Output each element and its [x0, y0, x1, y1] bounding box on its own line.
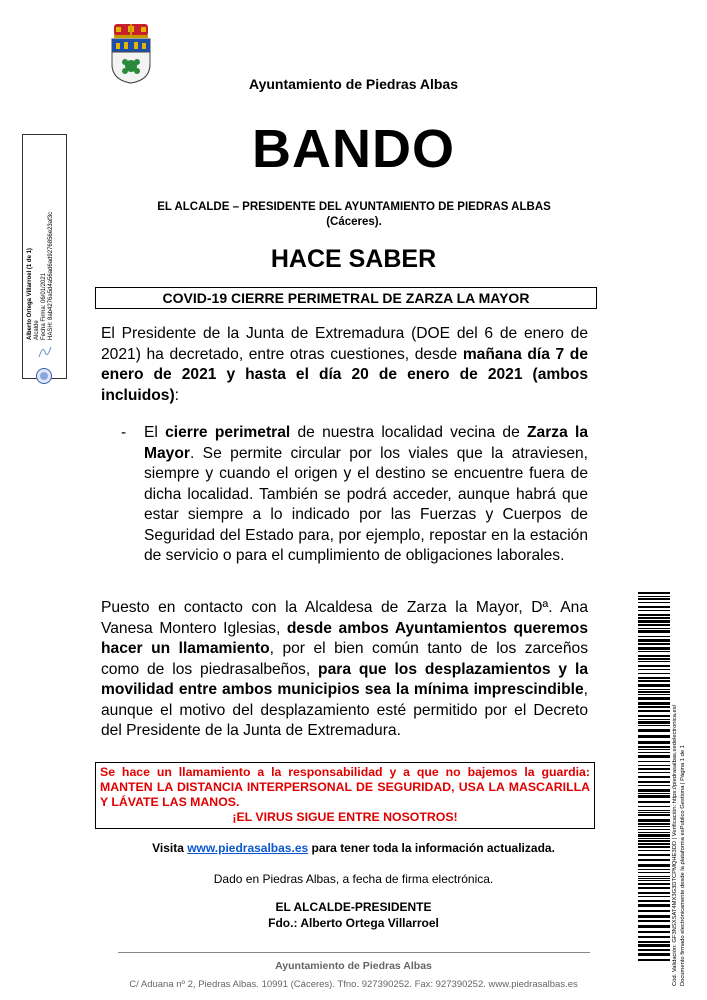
- validation-code: Cód. Validación: GF3NSXSAT4MX3G3DTCPMQHE3DD | Verificación: https://piedrasalbas.sedelectronica.es/: [672, 704, 678, 986]
- document-title: BANDO: [252, 119, 455, 179]
- issuer-line-2: (Cáceres).: [326, 216, 382, 228]
- footer-organization: Ayuntamiento de Piedras Albas: [275, 960, 432, 972]
- validation-platform: Documento firmado electrónicamente desde la plataforma esPublico Gestiona | Página 1 de 1: [680, 745, 686, 986]
- validation-barcode-icon: [638, 592, 670, 962]
- bullet-marker: -: [121, 424, 127, 441]
- stamp-hash: HASH: 8ab4276a5d4a56ad6ad9276856e23af3c: [48, 211, 54, 340]
- coat-of-arms-icon: [108, 22, 154, 84]
- signature-scribble-icon: [37, 343, 53, 361]
- seal-icon: [35, 367, 53, 385]
- organization-name: Ayuntamiento de Piedras Albas: [248, 76, 458, 92]
- paragraph-closure: El cierre perimetral de nuestra localidad vecina de Zarza la Mayor. Se permite circular por los viales que la atraviesen, siempre y cuando el origen y el destino se encuentre fuera de dicha localidad. También se podrá acceder, aunque habrá que estar siempre a lo indicado por las Fuerzas y Cuerpos de Seguridad del Estado para, por ejemplo, repostar en la estación de servicio o para el cumplimiento de obligaciones laborales.: [144, 424, 588, 564]
- stamp-date: Fecha Firma: 06/01/2021: [41, 272, 47, 340]
- stamp-role: Alcalde: [34, 320, 40, 340]
- date-line: Dado en Piedras Albas, a fecha de firma electrónica.: [213, 872, 494, 886]
- stamp-signer: Alberto Ortega Villarroel (1 de 1): [27, 248, 33, 340]
- issuer-line-1: EL ALCALDE – PRESIDENTE DEL AYUNTAMIENTO DE PIEDRAS ALBAS: [157, 201, 551, 213]
- announce-heading: HACE SABER: [270, 245, 437, 273]
- signature-stamp: [22, 134, 67, 379]
- issuer-line: [100, 200, 608, 230]
- footer-divider: [118, 952, 590, 953]
- signatory-name: Fdo.: Alberto Ortega Villarroel: [268, 916, 439, 930]
- visit-line: Visita www.piedrasalbas.es para tener toda la información actualizada.: [152, 841, 555, 855]
- warning-box: [95, 762, 595, 829]
- paragraph-decree: El Presidente de la Junta de Extremadura (DOE del 6 de enero de 2021) ha decretado, entre otras cuestiones, desde mañana día 7 de enero de 2021 y hasta el día 20 de enero de 2021 (ambos incluidos):: [101, 325, 588, 404]
- signatory-role: EL ALCALDE-PRESIDENTE: [275, 900, 432, 914]
- warning-slogan: ¡EL VIRUS SIGUE ENTRE NOSOTROS!: [232, 810, 458, 824]
- subject-box: COVID-19 CIERRE PERIMETRAL DE ZARZA LA MAYOR: [95, 287, 597, 309]
- website-link[interactable]: www.piedrasalbas.es: [187, 841, 309, 855]
- paragraph-appeal: Puesto en contacto con la Alcaldesa de Zarza la Mayor, Dª. Ana Vanesa Montero Iglesias, desde ambos Ayuntamientos queremos hacer un llamamiento, por el bien común tanto de los zarceños como de los piedrasalbeños, para que los desplazamientos y la movilidad entre ambos municipios sea la mínima imprescindible, aunque el motivo del desplazamiento esté permitido por el Decreto del Presidente de la Junta de Extremadura.: [101, 599, 588, 739]
- footer-address: C/ Aduana nº 2, Piedras Albas. 10991 (Cáceres). Tfno. 927390252. Fax: 927390252. www.piedrasalbas.es: [129, 979, 578, 990]
- warning-text: Se hace un llamamiento a la responsabilidad y a que no bajemos la guardia: MANTEN LA DISTANCIA INTERPERSONAL DE SEGURIDAD, USA LA MASCARILLA Y LÁVATE LAS MANOS.: [100, 765, 590, 809]
